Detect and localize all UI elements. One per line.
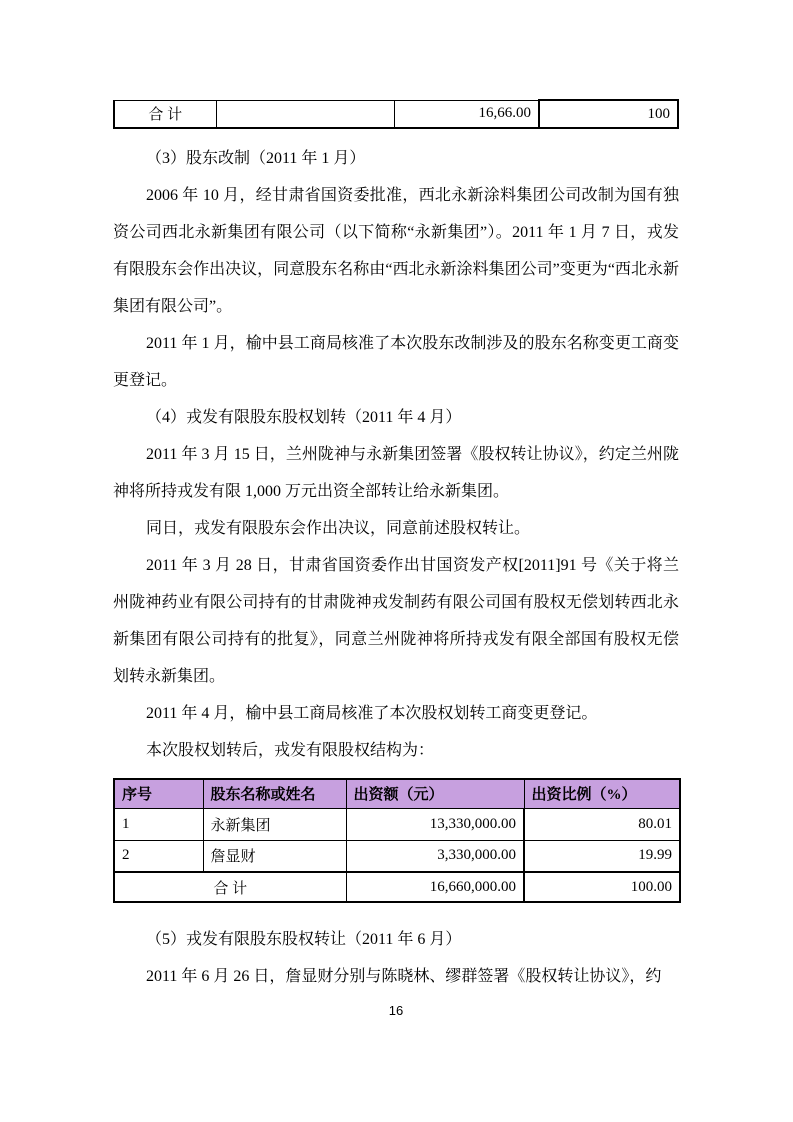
row-name: 詹显财 <box>203 840 346 872</box>
shareholder-structure-table <box>113 778 681 903</box>
total-amount-cell: 16,66.00 <box>394 100 539 128</box>
empty-cell <box>216 100 394 128</box>
row-amount: 13,330,000.00 <box>346 808 524 840</box>
paragraph: 本次股权划转后，戎发有限股权结构为： <box>146 742 435 759</box>
row-percent: 80.01 <box>524 808 680 840</box>
section-heading-3: （3）股东改制（2011 年 1 月） <box>146 150 366 167</box>
total-percent-cell: 100 <box>539 100 678 128</box>
table-row <box>114 100 678 128</box>
paragraph: 2011 年 3 月 28 日，甘肃省国资委作出甘国资发产权[2011]91 号《关于将兰州陇神药业有限公司持有的甘肃陇神戎发制药有限公司国有股权无偿划转西北永新集团有限公司持有的批复》，同意兰州陇神将所持戎发有限全部国有股权无偿划转永新集团。 <box>113 557 679 685</box>
total-label: 合 计 <box>114 872 346 902</box>
row-name: 永新集团 <box>203 808 346 840</box>
page-number: 16 <box>388 1003 404 1018</box>
table-total-row <box>114 872 680 902</box>
row-no: 1 <box>114 808 203 840</box>
top-summary-table <box>113 99 679 129</box>
header-name: 股东名称或姓名 <box>203 779 346 808</box>
paragraph: 2011 年 1 月，榆中县工商局核准了本次股东改制涉及的股东名称变更工商变更登记。 <box>113 335 679 389</box>
total-label-cell: 合 计 <box>114 100 216 128</box>
section-heading-5: （5）戎发有限股东股权转让（2011 年 6 月） <box>146 931 462 948</box>
header-no: 序号 <box>114 779 203 808</box>
paragraph: 2006 年 10 月，经甘肃省国资委批准，西北永新涂料集团公司改制为国有独资公司西北永新集团有限公司（以下简称“永新集团”）。2011 年 1 月 7 日，戎发有限股东会作出决议，同意股东名称由“西北永新涂料集团公司”变更为“西北永新集团有限公司”。 <box>113 187 679 315</box>
paragraph: 2011 年 6 月 26 日，詹显财分别与陈晓林、缪群签署《股权转让协议》，约 <box>146 968 662 985</box>
header-percent: 出资比例（%） <box>524 779 680 808</box>
document-page <box>113 0 679 1021</box>
paragraph: 2011 年 4 月，榆中县工商局核准了本次股权划转工商变更登记。 <box>146 705 598 722</box>
header-amount: 出资额（元） <box>346 779 524 808</box>
paragraph: 同日，戎发有限股东会作出决议，同意前述股权转让。 <box>146 520 531 537</box>
row-percent: 19.99 <box>524 840 680 872</box>
total-amount: 16,660,000.00 <box>346 872 524 902</box>
total-percent: 100.00 <box>524 872 680 902</box>
row-amount: 3,330,000.00 <box>346 840 524 872</box>
table-header-row <box>114 779 680 808</box>
paragraph: 2011 年 3 月 15 日，兰州陇神与永新集团签署《股权转让协议》，约定兰州陇神将所持戎发有限 1,000 万元出资全部转让给永新集团。 <box>113 446 679 500</box>
table-row <box>114 808 680 840</box>
row-no: 2 <box>114 840 203 872</box>
section-heading-4: （4）戎发有限股东股权划转（2011 年 4 月） <box>146 409 462 426</box>
table-row <box>114 840 680 872</box>
